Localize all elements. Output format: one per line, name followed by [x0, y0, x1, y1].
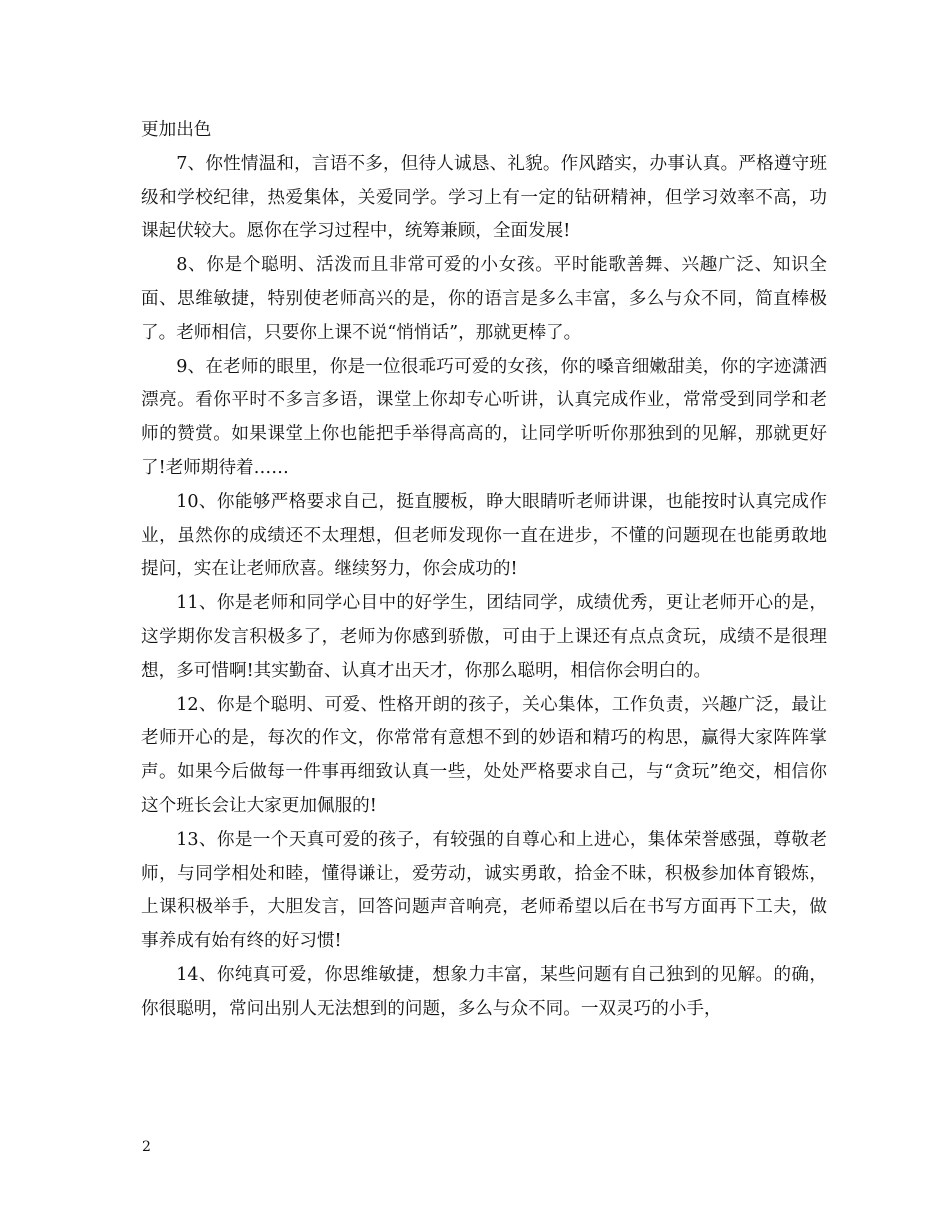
- page-number: 2: [142, 1139, 151, 1155]
- paragraph-comment-7: 7、你性情温和，言语不多，但待人诚恳、礼貌。作风踏实，办事认真。严格遵守班级和学校纪律，热爱集体，关爱同学。学习上有一定的钻研精神，但学习效率不高，功课起伏较大。愿你在学习过程中，统筹兼顾，全面发展!: [141, 153, 827, 242]
- paragraph-comment-8: 8、你是个聪明、活泼而且非常可爱的小女孩。平时能歌善舞、兴趣广泛、知识全面、思维敏捷，特别使老师高兴的是，你的语言是多么丰富，多么与众不同，简直棒极了。老师相信，只要你上课不说“悄悄话”，那就更棒了。: [141, 255, 827, 343]
- paragraph-comment-10: 10、你能够严格要求自己，挺直腰板，睁大眼睛听老师讲课，也能按时认真完成作业，虽然你的成绩还不太理想，但老师发现你一直在进步，不懂的问题现在也能勇敢地提问，实在让老师欣喜。继续努力，你会成功的!: [141, 491, 827, 580]
- paragraph-continuation: 更加出色: [141, 120, 212, 140]
- document-body: [141, 114, 827, 1027]
- paragraph-comment-14: 14、你纯真可爱，你思维敏捷，想象力丰富，某些问题有自己独到的见解。的确，你很聪明，常问出别人无法想到的问题，多么与众不同。一双灵巧的小手，: [141, 964, 827, 1019]
- paragraph-comment-11: 11、你是老师和同学心目中的好学生，团结同学，成绩优秀，更让老师开心的是，这学期你发言积极多了，老师为你感到骄傲，可由于上课还有点点贪玩，成绩不是很理想，多可惜啊!其实勤奋、认真才出天才，你那么聪明，相信你会明白的。: [141, 593, 827, 681]
- paragraph-comment-9: 9、在老师的眼里，你是一位很乖巧可爱的女孩，你的嗓音细嫩甜美，你的字迹潇洒漂亮。看你平时不多言多语，课堂上你却专心听讲，认真完成作业，常常受到同学和老师的赞赏。如果课堂上你也能把手举得高高的，让同学听听你那独到的见解，那就更好了!老师期待着……: [141, 356, 827, 478]
- paragraph-comment-13: 13、你是一个天真可爱的孩子，有较强的自尊心和上进心，集体荣誉感强，尊敬老师，与同学相处和睦，懂得谦让，爱劳动，诚实勇敢，拾金不昧，积极参加体育锻炼，上课积极举手，大胆发言，回答问题声音响亮，老师希望以后在书写方面再下工夫，做事养成有始有终的好习惯!: [141, 829, 827, 952]
- paragraph-comment-12: 12、你是个聪明、可爱、性格开朗的孩子，关心集体，工作负责，兴趣广泛，最让老师开心的是，每次的作文，你常常有意想不到的妙语和精巧的构思，赢得大家阵阵掌声。如果今后做每一件事再细致认真一些，处处严格要求自己，与“贪玩”绝交，相信你这个班长会让大家更加佩服的!: [141, 694, 827, 816]
